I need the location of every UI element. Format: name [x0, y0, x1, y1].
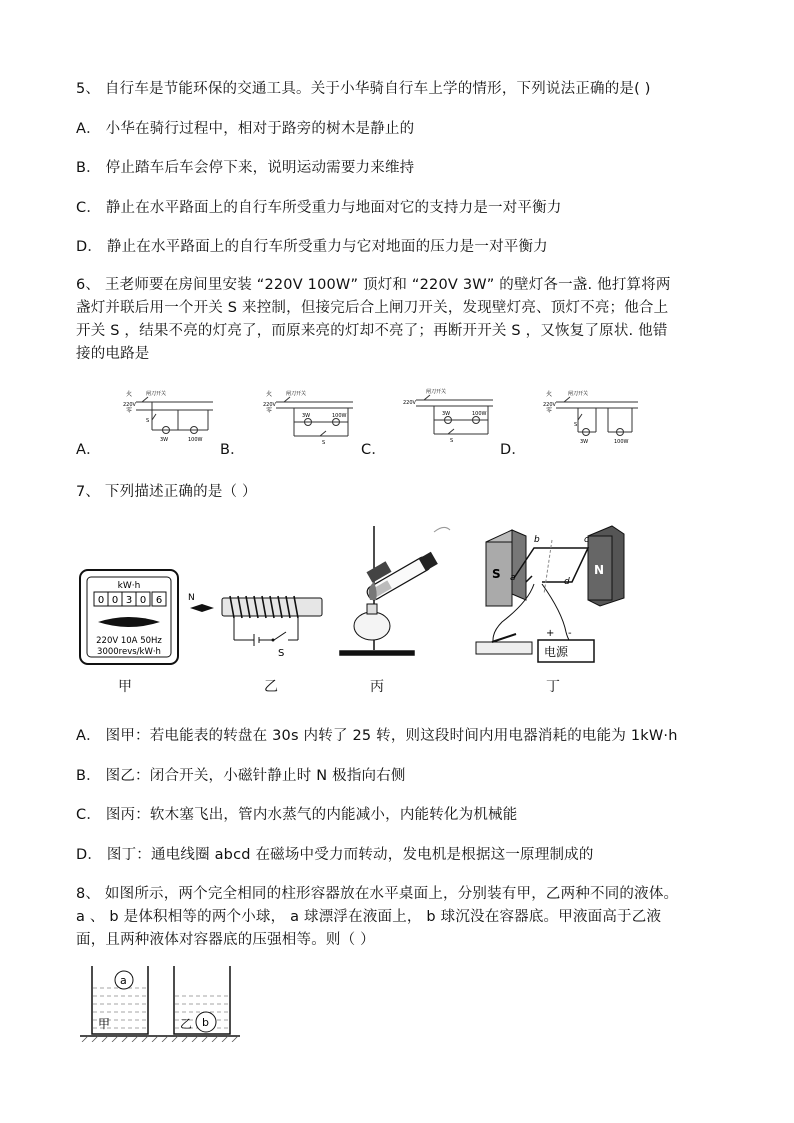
ball-a-label: a	[120, 974, 127, 987]
caption-ding: 丁	[546, 679, 560, 695]
q6-stem-line3: 开关 S ，结果不亮的灯亮了，而原来亮的灯却不亮了；再断开开关 S ，又恢复了原状. 他错	[76, 323, 668, 339]
compass-needle	[190, 604, 214, 612]
knife-switch-label: 闸刀开关	[146, 391, 167, 397]
lamp-3w-label: 3W	[160, 437, 169, 443]
circuit-diagram-c	[398, 384, 498, 446]
fire-label: 火	[126, 391, 133, 398]
q6-stem-line1: 6、 王老师要在房间里安装 “220V 100W” 顶灯和 “220V 3W” 的壁灯各一盏. 他打算将两	[76, 277, 671, 293]
coil-c-label: c	[584, 535, 589, 545]
caption-yi: 乙	[264, 679, 278, 695]
q5-option-d[interactable]: D． 静止在水平路面上的自行车所受重力与它对地面的压力是一对平衡力	[76, 239, 548, 255]
switch-s-label: S	[574, 422, 578, 428]
container-yi	[174, 966, 230, 1034]
q7-option-c[interactable]: C． 图丙：软木塞飞出，管内水蒸气的内能减小，内能转化为机械能	[76, 807, 518, 823]
q6-stem-line2: 盏灯并联后用一个开关 S 来控制，但接完后合上闸刀开关，发现壁灯亮、顶灯不亮；他合上	[76, 300, 669, 316]
motor-figure	[472, 522, 636, 667]
container-jia	[92, 966, 148, 1034]
circuit-diagram-b	[258, 386, 358, 448]
meter-digit: 0	[111, 595, 119, 606]
fire-label: 火	[266, 391, 273, 398]
lamp-100w-label: 100W	[614, 439, 629, 445]
zero-label: 零	[126, 407, 133, 414]
knife-switch-label: 闸刀开关	[286, 391, 307, 397]
caption-bing: 丙	[370, 679, 384, 695]
ball-b-label: b	[202, 1016, 209, 1029]
magnet-n-label: N	[594, 563, 605, 577]
switch-s-label: S	[278, 648, 285, 659]
voltage-label: 220V	[263, 402, 276, 408]
q8-stem-line2: a 、 b 是体积相等的两个小球， a 球漂浮在液面上， b 球沉没在容器底。甲液面高于乙液	[76, 909, 662, 925]
meter-digit: 0	[139, 595, 147, 606]
magnet-s-label: S	[492, 567, 501, 581]
q6-option-d[interactable]: D．	[500, 442, 527, 458]
q5-option-c[interactable]: C． 静止在水平路面上的自行车所受重力与地面对它的支持力是一对平衡力	[76, 200, 562, 216]
q7-option-d[interactable]: D． 图丁：通电线圈 abcd 在磁场中受力而转动，发电机是根据这一原理制成的	[76, 847, 594, 863]
meter-spec: 220V 10A 50Hz	[96, 636, 162, 646]
minus-terminal: -	[568, 628, 572, 639]
switch-s-label: S	[322, 440, 326, 446]
q6-option-b[interactable]: B．	[220, 442, 245, 458]
q6-stem-line4: 接的电路是	[76, 346, 150, 362]
lamp-3w-label: 3W	[442, 411, 451, 417]
q5-stem: 5、 自行车是节能环保的交通工具。关于小华骑自行车上学的情形，下列说法正确的是( )	[76, 81, 651, 97]
voltage-label: 220V	[543, 402, 556, 408]
meter-digit: 0	[97, 595, 105, 606]
q6-option-c[interactable]: C．	[361, 442, 387, 458]
knife-switch-label: 闸刀开关	[568, 391, 589, 397]
plus-terminal: +	[546, 628, 555, 639]
meter-digit: 6	[155, 595, 163, 606]
q7-option-b[interactable]: B． 图乙：闭合开关，小磁针静止时 N 极指向右侧	[76, 768, 406, 784]
lamp-100w-label: 100W	[188, 437, 203, 443]
voltage-label: 220V	[403, 400, 416, 406]
voltage-label: 220V	[123, 402, 136, 408]
coil-b-label: b	[534, 535, 540, 545]
meter-revs: 3000revs/kW·h	[97, 647, 161, 657]
q8-stem-line1: 8、 如图所示，两个完全相同的柱形容器放在水平桌面上，分别装有甲，乙两种不同的液体。	[76, 886, 679, 902]
q5-option-a[interactable]: A． 小华在骑行过程中，相对于路旁的树木是静止的	[76, 121, 415, 137]
power-supply-label: 电源	[544, 645, 569, 659]
caption-jia: 甲	[118, 679, 132, 695]
meter-digit: 3	[125, 595, 133, 606]
knife-switch-label: 闸刀开关	[426, 389, 447, 395]
fire-label: 火	[546, 391, 553, 398]
coil-d-label: d	[564, 577, 570, 587]
liquid-yi-label: 乙	[180, 1017, 193, 1031]
test-tube-figure	[334, 522, 454, 662]
switch-base	[476, 642, 532, 654]
q7-option-a[interactable]: A． 图甲：若电能表的转盘在 30s 内转了 25 转，则这段时间内用电器消耗的电能为 1kW·h	[76, 728, 678, 744]
q6-option-a[interactable]: A．	[76, 442, 101, 458]
zero-label: 零	[546, 407, 553, 414]
circuit-diagram-d	[538, 386, 643, 448]
coil-a-label: a	[510, 573, 516, 583]
q8-stem-line3: 面，且两种液体对容器底的压强相等。则（ ）	[76, 932, 375, 948]
q7-stem: 7、 下列描述正确的是（ ）	[76, 484, 257, 500]
solenoid-figure	[186, 588, 326, 660]
liquid-jia-label: 甲	[98, 1017, 111, 1031]
energy-meter-figure	[78, 568, 182, 668]
compass-n-label: N	[188, 593, 195, 603]
containers-figure	[78, 962, 242, 1042]
lamp-100w-label: 100W	[472, 411, 487, 417]
zero-label: 零	[266, 407, 273, 414]
lamp-3w-label: 3W	[302, 413, 311, 419]
switch-s-label: S	[450, 438, 454, 444]
meter-unit: kW·h	[117, 581, 141, 591]
q5-option-b[interactable]: B． 停止踏车后车会停下来，说明运动需要力来维持	[76, 160, 415, 176]
switch-s-label: S	[146, 418, 150, 424]
circuit-diagram-a	[118, 386, 218, 448]
alcohol-lamp	[354, 612, 390, 640]
lamp-100w-label: 100W	[332, 413, 347, 419]
lamp-3w-label: 3W	[580, 439, 589, 445]
